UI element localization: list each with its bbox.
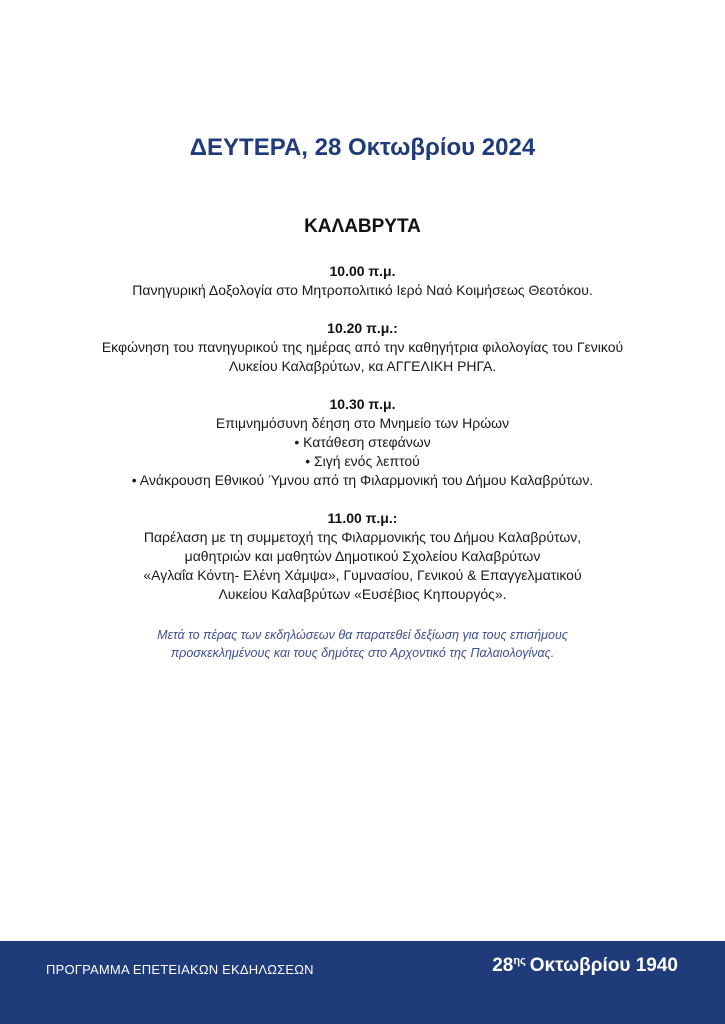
event-line: Πανηγυρική Δοξολογία στο Μητροπολιτικό Ιερό Ναό Κοιμήσεως Θεοτόκου. — [132, 282, 593, 298]
footer-band — [0, 941, 725, 1024]
event-1000 — [0, 262, 725, 300]
event-line: • Σιγή ενός λεπτού — [305, 453, 420, 469]
note-line: Μετά το πέρας των εκδηλώσεων θα παρατεθεί δεξίωση για τους επισήμους — [157, 628, 568, 642]
event-line: Λυκείου Καλαβρύτων «Ευσέβιος Κηπουργός». — [218, 586, 507, 602]
event-1030 — [0, 395, 725, 490]
anniversary-suffix: ης — [513, 955, 526, 967]
event-line: Εκφώνηση του πανηγυρικού της ημέρας από την καθηγήτρια φιλολογίας του Γενικού — [101, 339, 624, 355]
place-title: ΚΑΛΑΒΡΥΤΑ — [304, 216, 421, 237]
note-line: προσκεκλημένους και τους δημότες στο Αρχοντικό της Παλαιολογίνας. — [170, 646, 555, 660]
event-line: Λυκείου Καλαβρύτων, κα ΑΓΓΕΛΙΚΗ ΡΗΓΑ. — [228, 358, 497, 374]
event-line: Επιμνημόσυνη δέηση στο Μνημείο των Ηρώων — [215, 415, 510, 431]
anniversary-rest: Οκτωβρίου 1940 — [529, 955, 678, 976]
event-time: 10.00 π.μ. — [329, 263, 396, 279]
footer-anniversary — [492, 955, 678, 977]
event-line: • Ανάκρουση Εθνικού Ύμνου από τη Φιλαρμονική του Δήμου Καλαβρύτων. — [131, 472, 594, 488]
anniversary-day: 28 — [492, 955, 514, 976]
event-time: 10.30 π.μ. — [329, 396, 396, 412]
event-1100 — [0, 509, 725, 604]
event-line: «Αγλαΐα Κόντη- Ελένη Χάμψα», Γυμνασίου, Γενικού & Επαγγελματικού — [143, 567, 582, 583]
event-line: Παρέλαση με τη συμμετοχή της Φιλαρμονικής του Δήμου Καλαβρύτων, — [143, 529, 582, 545]
schedule — [0, 262, 725, 623]
date-title: ΔΕΥΤΕΡΑ, 28 Οκτωβρίου 2024 — [189, 134, 536, 161]
footer-program-title: ΠΡΟΓΡΑΜΜΑ ΕΠΕΤΕΙΑΚΩΝ ΕΚΔΗΛΩΣΕΩΝ — [46, 962, 314, 977]
reception-note — [0, 626, 725, 662]
event-line: • Κατάθεση στεφάνων — [294, 434, 431, 450]
event-time: 11.00 π.μ.: — [327, 510, 398, 526]
event-1020 — [0, 319, 725, 376]
event-time: 10.20 π.μ.: — [327, 320, 398, 336]
event-line: μαθητριών και μαθητών Δημοτικού Σχολείου Καλαβρύτων — [184, 548, 541, 564]
